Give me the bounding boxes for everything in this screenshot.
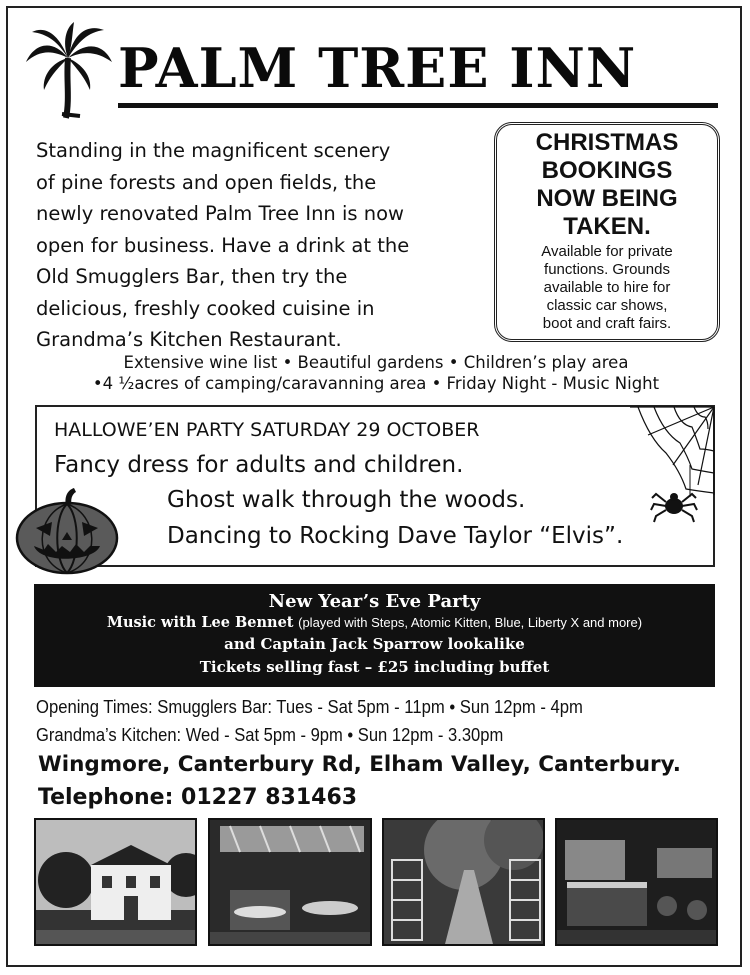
christmas-headline-line: TAKEN.: [563, 213, 651, 240]
photo-inn-exterior: [34, 818, 197, 946]
christmas-detail-line: classic car shows,: [546, 297, 668, 314]
christmas-headline-line: CHRISTMAS: [535, 129, 679, 156]
halloween-ghost-walk: Ghost walk through the woods.: [167, 487, 526, 513]
palm-tree-icon: [22, 18, 114, 124]
intro-line: open for business. Have a drink at the: [36, 233, 410, 257]
halloween-box: [35, 405, 715, 567]
halloween-heading: HALLOWE’EN PARTY SATURDAY 29 OCTOBER: [54, 419, 480, 441]
features-line-1: Extensive wine list • Beautiful gardens • Children’s play area: [123, 353, 629, 372]
photo-garden-path: [382, 818, 545, 946]
opening-times-kitchen: Grandma’s Kitchen: Wed - Sat 5pm - 9pm • Sun 12pm - 3.30pm: [36, 725, 504, 745]
nye-music-note: (played with Steps, Atomic Kitten, Blue, Liberty X and more): [298, 615, 643, 630]
christmas-detail-line: Available for private: [541, 243, 673, 260]
nye-tickets: Tickets selling fast – £25 including buffet: [199, 658, 550, 676]
christmas-headline-line: NOW BEING: [536, 185, 678, 212]
pumpkin-icon: [14, 486, 120, 576]
nye-music-line: [34, 613, 715, 633]
telephone: Telephone: 01227 831463: [38, 785, 358, 810]
christmas-headline-line: BOOKINGS: [541, 157, 673, 184]
page-title: PALM TREE INN: [118, 36, 637, 100]
intro-line: Old Smugglers Bar, then try the: [36, 265, 348, 288]
spider-icon: [650, 488, 698, 524]
nye-guest: and Captain Jack Sparrow lookalike: [224, 635, 525, 653]
christmas-detail-line: boot and craft fairs.: [542, 315, 672, 332]
intro-line: Standing in the magnificent scenery: [36, 139, 391, 162]
photo-bar-interior: [208, 818, 372, 946]
christmas-bookings-box: [494, 122, 720, 342]
address: Wingmore, Canterbury Rd, Elham Valley, Canterbury.: [38, 752, 681, 777]
intro-line: newly renovated Palm Tree Inn is now: [36, 202, 404, 225]
christmas-detail-line: functions. Grounds: [544, 261, 670, 278]
photo-bar-counter: [555, 818, 718, 946]
christmas-headline: [497, 129, 717, 241]
intro-line: delicious, freshly cooked cuisine in: [36, 296, 375, 320]
nye-title: New Year’s Eve Party: [268, 591, 481, 612]
halloween-dancing: Dancing to Rocking Dave Taylor “Elvis”.: [167, 523, 624, 549]
intro-line: Grandma’s Kitchen Restaurant.: [36, 328, 342, 351]
halloween-fancy-dress: Fancy dress for adults and children.: [54, 452, 464, 478]
new-years-eve-banner: [34, 584, 715, 687]
christmas-details: [497, 243, 717, 333]
intro-line: of pine forests and open fields, the: [36, 170, 377, 194]
opening-times-bar: Opening Times: Smugglers Bar: Tues - Sat 5pm - 11pm • Sun 12pm - 4pm: [36, 696, 583, 717]
intro-paragraph: [36, 135, 498, 356]
title-underline: [118, 103, 718, 108]
features-line-2: •4 ½acres of camping/caravanning area • Friday Night - Music Night: [92, 374, 660, 393]
nye-music-label: Music with Lee Bennet: [106, 614, 294, 631]
christmas-detail-line: available to hire for: [543, 279, 671, 296]
